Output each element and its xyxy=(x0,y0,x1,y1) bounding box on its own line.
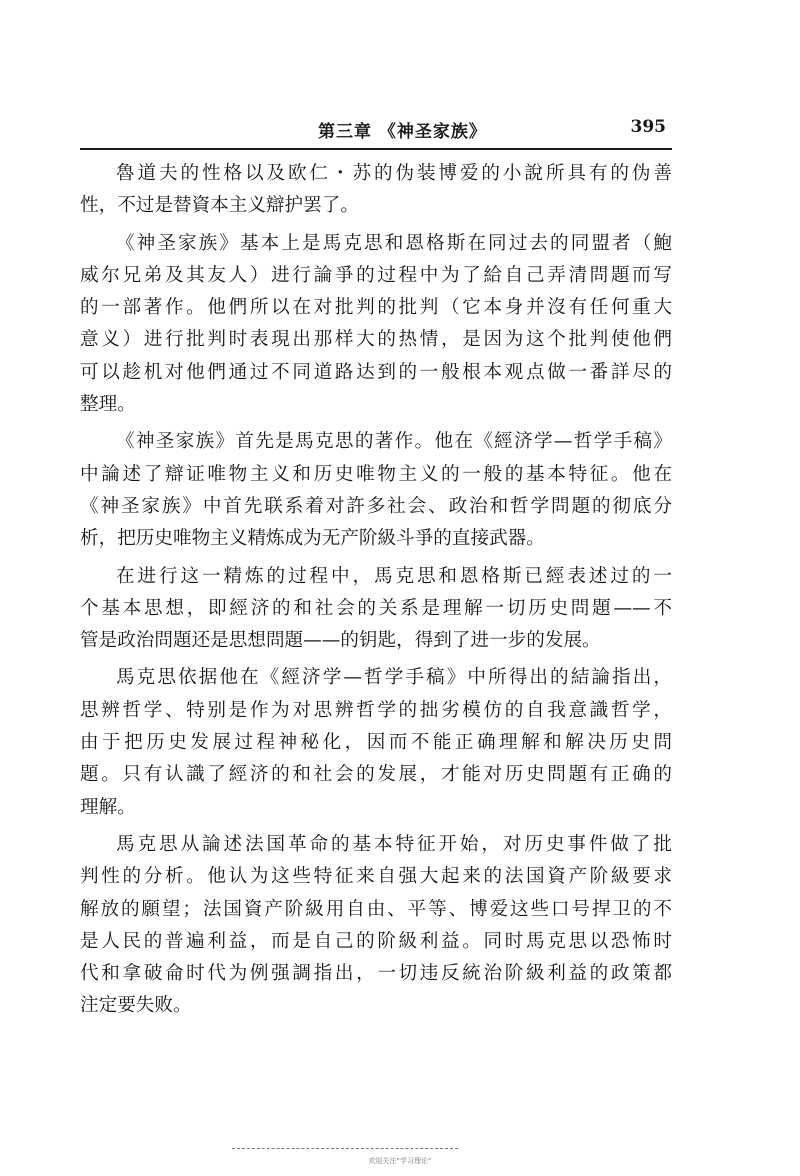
text-line: 馬克思从論述法国革命的基本特征开始，对历史事件做了批 xyxy=(116,833,672,855)
footer-caption: 欢迎关注“学习理论” xyxy=(368,1157,432,1165)
text-line: 解放的願望；法国資产阶級用自由、平等、博爱这些口号捍卫的不 xyxy=(80,898,672,920)
text-line: 馬克思依据他在《經济学—哲学手稿》中所得出的結論指出， xyxy=(116,667,672,689)
page-number: 395 xyxy=(630,117,666,137)
text-line: 判性的分析。他认为这些特征来自强大起来的法国資产阶級要求 xyxy=(80,866,672,888)
text-line: 中論述了辯证唯物主义和历史唯物主义的一般的基本特征。他在 xyxy=(80,463,672,485)
text-line: 意义）进行批判时表現出那样大的热情，是因为这个批判使他們 xyxy=(80,329,672,351)
text-line: 的一部著作。他們所以在对批判的批判（它本身并沒有任何重大 xyxy=(80,297,672,319)
text-line: 魯道夫的性格以及欧仁・苏的伪装博爱的小說所具有的伪善 xyxy=(116,163,672,184)
footer-divider xyxy=(232,1148,458,1149)
text-line: 个基本思想，即經济的和社会的关系是理解一切历史問題——不 xyxy=(80,597,672,619)
text-line: 管是政治問題还是思想問題——的钥匙，得到了进一步的发展。 xyxy=(80,630,601,652)
chapter-title: 第三章 《神圣家族》 xyxy=(318,122,487,142)
text-line: 思辨哲学、特别是作为对思辨哲学的拙劣模仿的自我意識哲学， xyxy=(80,699,672,721)
text-line: 在进行这一精炼的过程中，馬克思和恩格斯已經表述过的一 xyxy=(116,565,672,587)
text-line: 由于把历史发展过程神秘化，因而不能正确理解和解决历史問 xyxy=(80,732,672,754)
text-line: 代和拿破侖时代为例强調指出，一切违反統治阶級利益的政策都 xyxy=(80,963,672,985)
text-line: 可以趁机对他們通过不同道路达到的一般根本观点做一番詳尽的 xyxy=(80,361,672,383)
text-line: 整理。 xyxy=(80,394,136,416)
text-line: 題。只有认識了經济的和社会的发展，才能对历史問題有正确的 xyxy=(80,764,672,786)
text-line: 性，不过是替資本主义辯护罢了。 xyxy=(80,195,359,217)
text-line: 《神圣家族》中首先联系着对許多社会、政治和哲学問題的彻底分 xyxy=(80,495,672,517)
paragraph-3 xyxy=(80,426,672,555)
text-line: 注定要失败。 xyxy=(80,995,192,1017)
text-line: 是人民的普遍利益，而是自己的阶級利益。同时馬克思以恐怖时 xyxy=(80,930,672,952)
text-line: 理解。 xyxy=(80,796,136,818)
body-text xyxy=(80,158,672,1023)
paragraph-5 xyxy=(80,662,672,823)
paragraph-1 xyxy=(80,158,672,223)
paragraph-6 xyxy=(80,829,672,1023)
paragraph-2 xyxy=(80,228,672,422)
text-line: 威尔兄弟及其友人）进行論爭的过程中为了給自己弄清問題而写 xyxy=(80,264,672,286)
paragraph-4 xyxy=(80,561,672,658)
text-line: 析，把历史唯物主义精炼成为无产阶級斗爭的直接武器。 xyxy=(80,528,545,550)
text-line: 《神圣家族》首先是馬克思的著作。他在《經济学—哲学手稿》 xyxy=(116,431,672,453)
running-header xyxy=(80,112,672,150)
text-line: 《神圣家族》基本上是馬克思和恩格斯在同过去的同盟者（鮑 xyxy=(116,232,672,254)
